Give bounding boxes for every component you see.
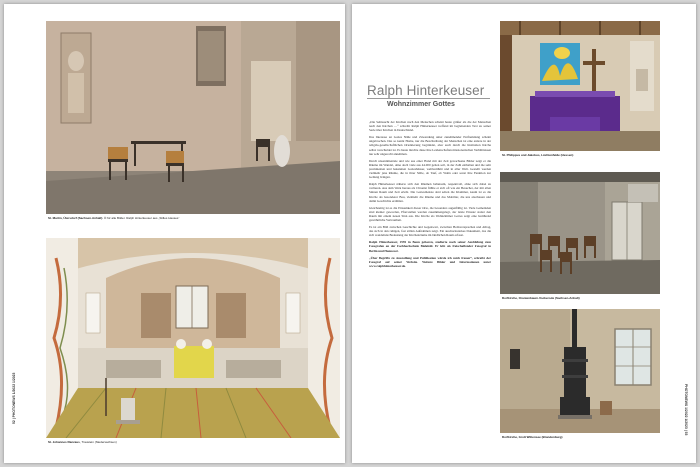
caption-top-left-note: Ö für alle Bilder. Ralph Hinterkeuser aus „Stilles Hauses“ — [104, 216, 180, 220]
caption-bottom-left-place: St. Johannes Ranzaus — [48, 440, 80, 444]
ruin-interior-image — [46, 21, 340, 214]
stove-corner-image — [500, 309, 660, 433]
title-rule — [367, 98, 490, 99]
paragraph-bio: Ralph Hinterkeuser, 1959 in Bonn geboren, studierte nach seiner Ausbildung zum Fotografen an der Fachhochschule Bielefeld. Er lebt als freischaffender Fotograf in Berlin und Hannover. — [369, 240, 491, 253]
caption-bottom-left-note: Traustein (Niedersachsen) — [81, 440, 117, 444]
empty-chairs-image — [500, 172, 660, 294]
caption-top-left: St. Martin, Ütersdorf (Sachsen-Anhalt). Ö für alle Bilder. Ralph Hinterkeuser aus „Stilles Hauses“ — [48, 216, 180, 220]
caption-middle-right — [502, 297, 652, 301]
paragraph: Gleichzeitig ist es die Einsamkeit dieser Orte, die besonders augenfällig ist. Viele Gemeinden sind kleiner geworden, Pfarrstellen werden zusammengelegt, der letzte Einsatz stattet den Raum mit einem neuen Sinn aus. Die Kirche als Wohnzimmer Gottes zeigt eine berührend gewöhnliche Vertrautheit. — [369, 205, 491, 222]
article-body — [369, 120, 491, 271]
caption-top-right-place: St. Philippus und Jakobus, Lüchtenfelde (Hessen) — [502, 153, 574, 157]
right-page — [352, 4, 696, 463]
article-title: Ralph Hinterkeuser — [367, 83, 485, 98]
paragraph: Das Interesse an Gottes Nähe und Zuwendung unter zunehmender Entfremdung scheint ungebrochen. Das so kennt Home, nur die Beschreibung der Menschen ist eine andere in der religiös-gesellschaftlichen Orientierung begründet, aber auch durch die Institution Kirche selbst verschuldet ist. Es heute möchte diese ihre Leidenschaften missionarischen Verhältnissen nur sehr ungerecht annehmen. — [369, 135, 491, 156]
paragraph: Durch unsentimentale und wie aus einer Hand mit der Zeit gewachsene Bilder zeigt er die Räume im Wandel, ohne doch viele aus 44.000 gelten soll, in der Zahl enthalten und die sehr prominenten und bekannten Gotteshäuser, weltberühmt und in aller Welt. Gestellt werden vielmehr jene Räume, die in ihrer Stille, ob Tauf, ob Wohn oder sonst ihre Funktion zur Geltung bringen. — [369, 158, 491, 180]
photo-altar-cross — [500, 21, 660, 151]
folio-right: PHOTONEWS 1/2022 1/2023 | 53 — [684, 384, 688, 436]
paragraph: „Die Sehnsucht der Kirchen nach den Menschen scheint heute größer als die der Menschen nach den Kirchen …“ schreibt Ralph Hinterkeuser treffend im begleitenden Text zu seiner Serie über Kirchen in Deutschland. — [369, 120, 491, 133]
paragraph: Es ist ein Bild zwischen Geschichte und Gegenwart, zwischen Heilsversprechen und Alltag, das sich in den ruhigen, fast stillen Aufnahmen zeigt. Ein ausdruckstarkes Dokument, das die sich wandelnde Bedeutung der Kirchenräume im ländlichen Raum erfasst. — [369, 225, 491, 238]
painted-church-image — [46, 238, 340, 438]
photo-empty-chairs — [500, 172, 660, 294]
caption-middle-right-place: Dorfkirche, Oranienbaum-Vockerode (Sachsen-Anhalt) — [502, 296, 580, 300]
paragraph: Ralph Hinterkeuser näherte sich den Räumen behutsam, respektvoll, ohne sich dabei zu verlieren. Aus dem Werk heraus als Chronist fühlte er sich oft wie ein Besucher, der mit allen Sinnen Raum und Zeit erlebt. Die Gottesdienste sind selten die Klammer, kaum ist es die Kirche als besonderer Bau, vielmehr die Räume und das Mobiliar, die uns anschauen und damit Geschichte erzählen. — [369, 182, 491, 203]
caption-bottom-right-place: Dorfkirche, Groß Wittensee (Brandenburg) — [502, 435, 563, 439]
photo-stove-corner — [500, 309, 660, 433]
caption-bottom-left: St. Johannes Ranzaus, Traustein (Niedersachsen) — [48, 440, 117, 444]
caption-top-left-place: St. Martin, Ütersdorf (Sachsen-Anhalt) — [48, 216, 103, 220]
caption-bottom-right — [502, 436, 652, 440]
article-subtitle: Wohnzimmer Gottes — [387, 101, 455, 108]
caption-top-right — [502, 154, 652, 158]
folio-left: 52 | PHOTONEWS 1/2022 1/2023 — [12, 372, 16, 424]
photo-ruin-interior — [46, 21, 340, 214]
paragraph-quote: „Über Begriffe zu Ausstellung und Publikation würde ich mich freuen“, schreibt der Fotograf auf seiner Website. Weitere Bilder und Informationen unter www.ralphhinterkeuser.de. — [369, 255, 491, 268]
altar-cross-image — [500, 21, 660, 151]
left-page — [4, 4, 345, 463]
photo-painted-church — [46, 238, 340, 438]
